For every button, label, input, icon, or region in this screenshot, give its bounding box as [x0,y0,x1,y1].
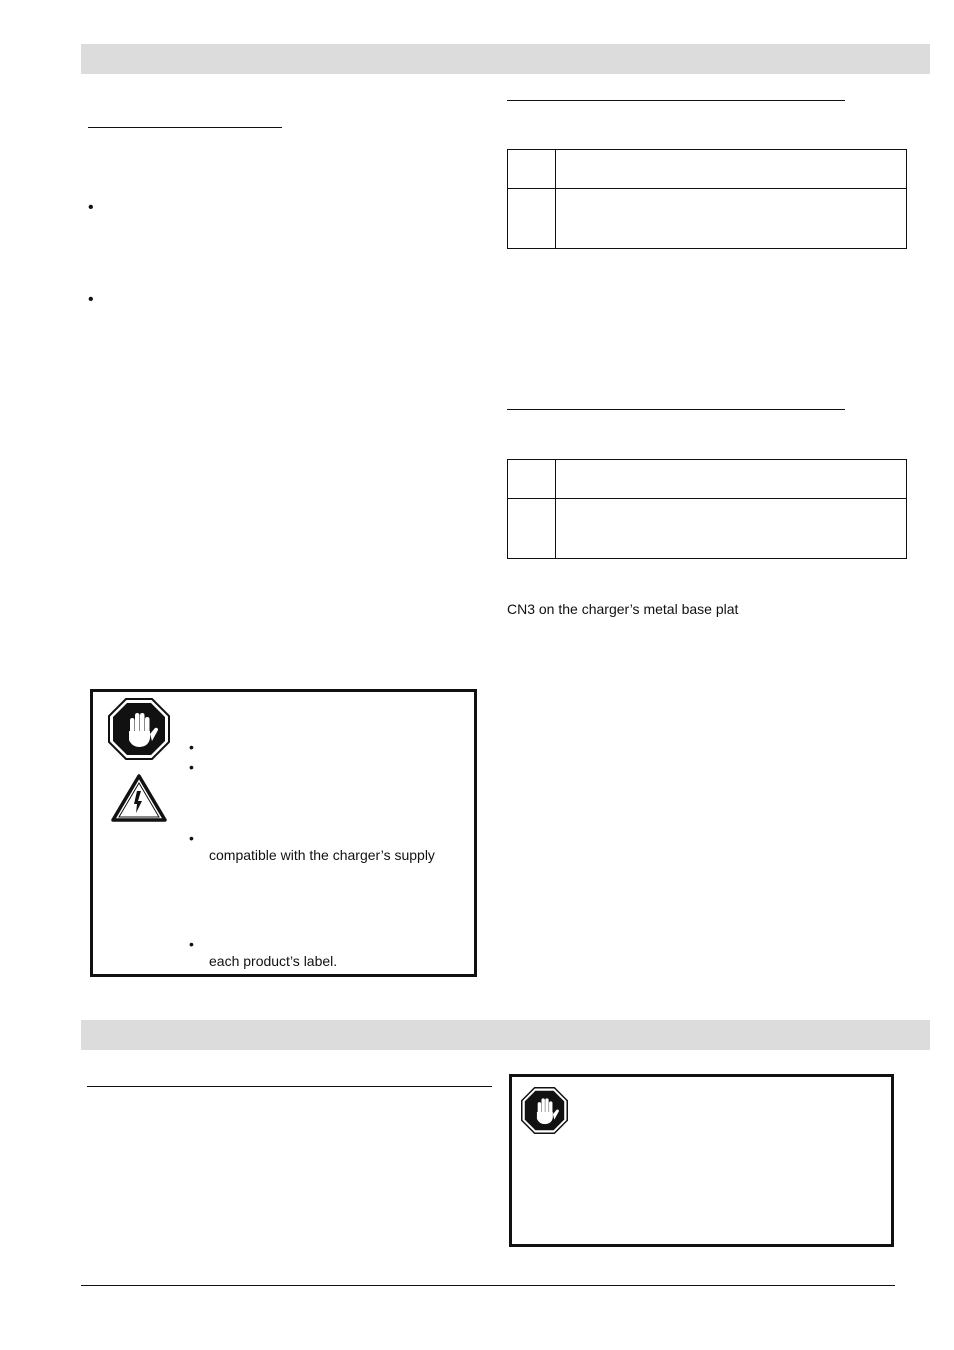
table-cell [556,150,907,189]
table-row [508,460,907,499]
list-bullet: • [88,291,94,308]
warning-text-label: each product’s label. [209,953,338,969]
bottom-left-heading-underline [87,1086,492,1087]
list-bullet: • [88,199,94,216]
table-cell [508,150,556,189]
table-row [508,499,907,559]
right-heading-underline-2 [507,409,845,410]
electric-shock-warning-icon [111,774,167,822]
section-header-band-top [81,44,930,74]
list-bullet: • [189,830,194,846]
section-header-band-bottom [81,1020,930,1050]
table-cell [508,460,556,499]
list-bullet: • [189,759,194,775]
table-cell [556,189,907,249]
table-cell [508,189,556,249]
table-cell [556,499,907,559]
warning-text-supply: compatible with the charger’s supply [209,847,435,863]
footer-rule [81,1285,895,1286]
left-heading-underline [88,127,282,128]
list-bullet: • [189,936,194,952]
stop-hand-icon [108,698,170,760]
table-1 [507,149,907,249]
table-2 [507,459,907,559]
table-row [508,150,907,189]
list-bullet: • [189,739,194,755]
table-row [508,189,907,249]
table-cell [556,460,907,499]
stop-hand-icon [521,1087,568,1134]
table-cell [508,499,556,559]
right-heading-underline-1 [507,100,845,101]
cn3-note-text: CN3 on the charger’s metal base plat [507,601,739,617]
